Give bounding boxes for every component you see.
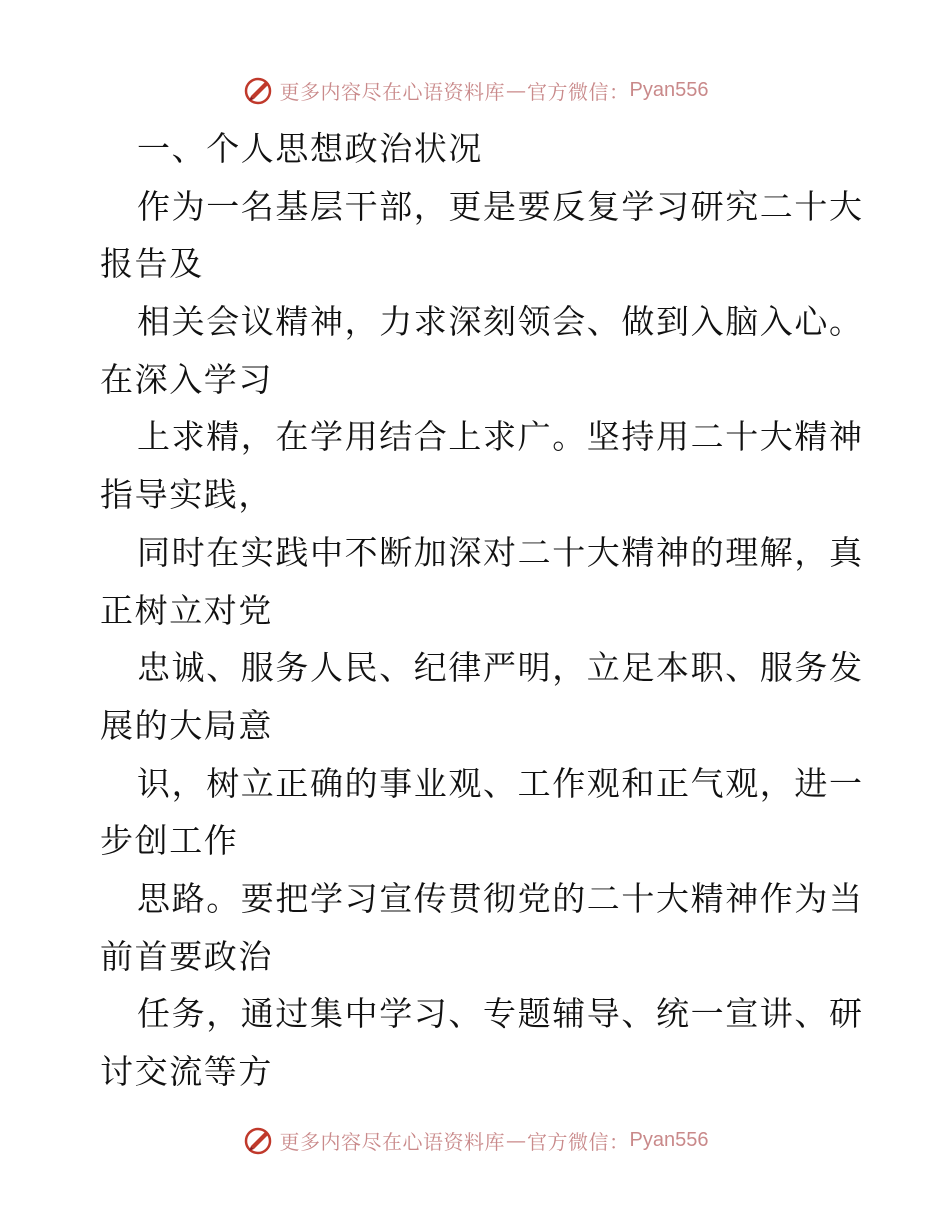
text-line: 相关会议精神，力求深刻领会、做到入脑入心。: [137, 302, 864, 342]
text-line: 思路。要把学习宣传贯彻党的二十大精神作为当: [137, 878, 864, 918]
text-line: 步创工作: [100, 821, 239, 861]
watermark-label: 官方微信：: [527, 79, 630, 104]
text-line: 展的大局意: [100, 705, 273, 745]
watermark-text: 更多内容尽在心语资料库: [279, 1129, 506, 1154]
text-line: 上求精，在学用结合上求广。坚持用二十大精神: [137, 417, 864, 457]
text-line: 识，树立正确的事业观、工作观和正气观，进一: [137, 763, 864, 803]
document-body: [100, 120, 864, 1101]
text-line: 一、个人思想政治状况: [137, 129, 483, 168]
text-line: 前首要政治: [100, 936, 273, 976]
watermark-separator: —: [506, 78, 527, 102]
watermark-text: 更多内容尽在心语资料库: [279, 79, 506, 104]
text-line: 任务，通过集中学习、专题辅导、统一宣讲、研: [137, 994, 864, 1034]
watermark-label: 官方微信：: [527, 1129, 630, 1154]
watermark-id: Pyan556: [629, 1128, 709, 1151]
text-line: 忠诚、服务人民、纪律严明，立足本职、服务发: [137, 648, 864, 688]
text-line: 讨交流等方: [100, 1052, 273, 1091]
pen-logo-icon: [242, 74, 274, 106]
text-line: 正树立对党: [100, 590, 273, 630]
pen-logo-icon: [242, 1124, 274, 1156]
text-line: 在深入学习: [100, 359, 273, 399]
footer-watermark: [0, 1120, 950, 1160]
header-watermark: [0, 70, 950, 110]
watermark-id: Pyan556: [629, 78, 709, 101]
watermark-separator: —: [506, 1128, 527, 1152]
text-line: 报告及: [100, 244, 204, 284]
text-line: 作为一名基层干部，更是要反复学习研究二十大: [137, 186, 864, 226]
text-line: 指导实践，: [100, 475, 273, 515]
text-line: 同时在实践中不断加深对二十大精神的理解，真: [137, 532, 864, 572]
